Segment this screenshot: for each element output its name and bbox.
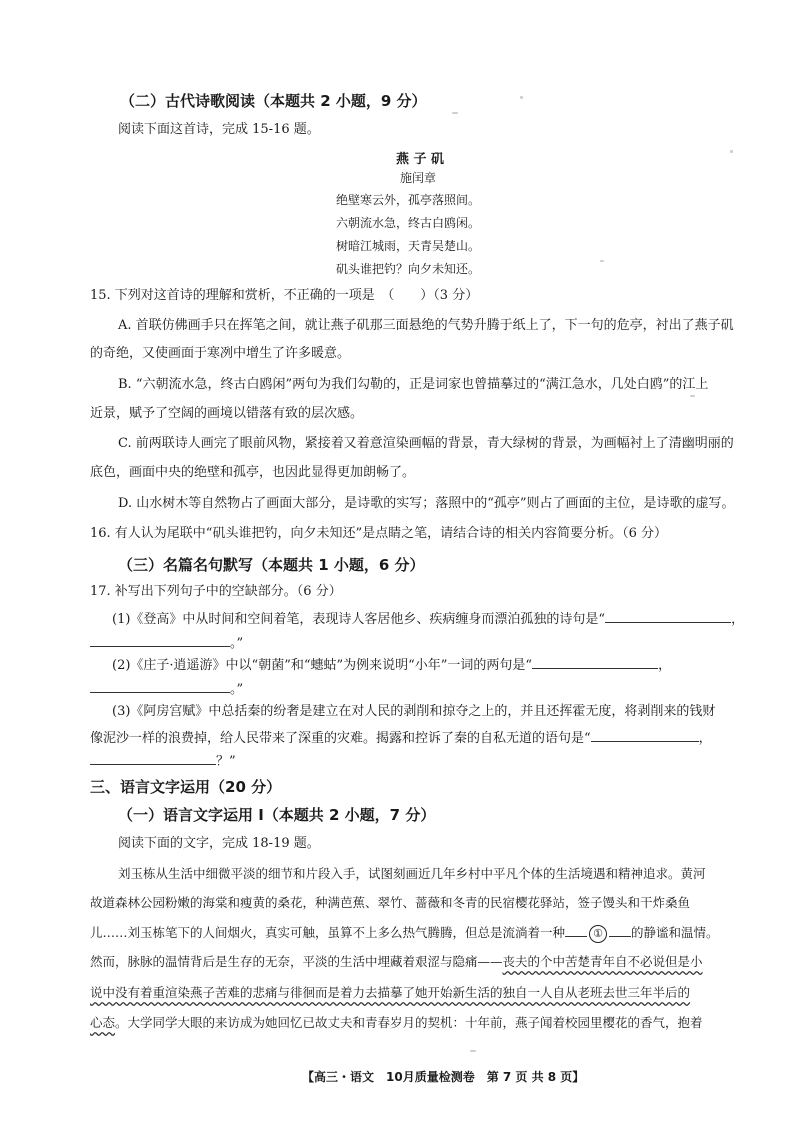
option-a-line: 的奇绝，又使画面于寒冽中增生了许多暖意。 [90,346,351,361]
scan-speck [520,96,523,99]
answer-blank[interactable] [90,678,230,693]
question-17-part-2-cont [90,678,243,700]
question-17-part-2 [112,654,671,676]
option-b-line: B. “六朝流水急，终古白鸥闲”两句为我们勾勒的，正是词家也曾描摹过的“满江急水，几处白鸥”的江上 [118,377,709,392]
passage-text: 然而，脉脉的温情背后是生存的无奈，平淡的生活中埋藏着艰涩与隐痛—— [90,954,503,969]
poem-line: 矶头谁把钓？向夕未知还。 [336,262,481,276]
punctuation: ， [731,612,745,627]
question-17-part-3-cont [90,727,712,749]
option-c-line: C. 前两联诗人画完了眼前风物，紧接着又着意渲染画幅的背景，青大绿树的背景，为画幅衬上了清幽明丽的 [118,436,734,451]
prompt-text: (1)《登高》中从时间和空间着笔，表现诗人客居他乡、疾病缠身而漂泊孤独的诗句是“ [112,612,606,627]
question-17-part-3-end [90,750,236,772]
punctuation: ？” [216,754,236,769]
instruction-text: 阅读下面的文字，完成 18-19 题。 [118,836,320,851]
part-heading: 三、语言文字运用（20 分） [90,778,282,796]
section-heading: （三）名篇名句默写（本题共 1 小题，6 分） [118,556,425,574]
punctuation: ， [658,658,672,673]
question-17-stem: 17. 补写出下列句子中的空缺部分。（6 分） [90,584,342,599]
punctuation: 。” [230,682,244,697]
scan-speck [690,395,695,397]
scan-speck [730,150,733,153]
passage-line: 刘玉栋从生活中细微平淡的细节和片段入手，试图刻画近几年乡村中平凡个体的生活境遇和精神追求。黄河 [118,866,706,881]
punctuation: ， [698,731,712,746]
passage-line [90,1013,703,1033]
passage-text: 。大学同学大眼的来访成为她回忆已故丈夫和青春岁月的契机：十年前，燕子闻着校园里樱花的香气，抱着 [115,1015,703,1030]
question-15-stem: 15. 下列对这首诗的理解和赏析，不正确的一项是 （ ）（3 分） [90,288,479,303]
option-d-line: D. 山水树木等自然物占了画面大部分，是诗歌的实写；落照中的“孤亭”则占了画面的主位，是诗歌的虚写。 [118,496,735,511]
passage-text: 的静谧和温情。 [631,925,719,940]
answer-blank[interactable] [605,608,731,623]
scan-speck [452,112,458,114]
answer-blank[interactable] [591,727,699,742]
passage-line [90,952,703,972]
scan-speck [470,1050,476,1052]
option-c-line: 底色，画面中央的绝壁和孤亭，也因此显得更加朗畅了。 [90,465,416,480]
option-a-line: A. 首联仿佛画手只在挥笔之间，就让燕子矶那三面悬绝的气势升腾于纸上了，下一句的危亭，衬出了燕子矶 [118,318,734,333]
question-16: 16. 有人认为尾联中“矶头谁把钓，向夕未知还”是点睛之笔，请结合诗的相关内容简要分析。（6 分） [90,526,668,541]
subsection-heading: （一）语言文字运用 Ⅰ（本题共 2 小题，7 分） [118,806,436,824]
underlined-passage: 说中没有着重渲染燕子苦难的悲痛与徘徊而是着力去描摹了她开始新生活的独自一人自从老班去世三年半后的 [90,985,691,1000]
punctuation: 。” [230,636,244,651]
prompt-text: (2)《庄子·逍遥游》中以“朝菌”和“蟪蛄”为例来说明“小年”一词的两句是“ [112,658,533,673]
prompt-text: 像泥沙一样的浪费掉，给人民带来了深重的灾难。揭露和控诉了秦的自私无道的语句是“ [90,731,591,746]
option-b-line: 近景，赋予了空阔的画境以错落有致的层次感。 [90,406,364,421]
underlined-passage: 丧夫的个中苦楚青年自不必说但是小 [502,954,703,969]
answer-blank[interactable] [609,922,631,937]
passage-text: 儿……刘玉栋笔下的人间烟火，真实可触，虽算不上多么热气腾腾，但总是流淌着一种 [90,925,566,940]
underlined-passage: 心态 [90,1015,116,1030]
blank-marker: ① [589,925,607,943]
passage-line: 故道森林公园粉嫩的海棠和瘦黄的桑花，种满芭蕉、翠竹、蔷薇和冬青的民宿樱花驿站，签子馒头和干炸桑鱼 [90,895,691,910]
page-footer: 【高三・语文 10月质量检测卷 第 7 页 共 8 页】 [302,1070,585,1084]
poem-line: 六朝流水急，终古白鸥闲。 [336,216,481,230]
question-17-part-1 [112,608,744,630]
instruction-text: 阅读下面这首诗，完成 15-16 题。 [118,122,320,137]
poem-title: 燕 子 矶 [396,152,445,167]
answer-blank[interactable] [90,632,230,647]
passage-line [90,922,719,943]
poem-line: 树暗江城雨，天青吴楚山。 [336,239,481,253]
section-heading: （二）古代诗歌阅读（本题共 2 小题，9 分） [120,92,427,110]
question-17-part-3: (3)《阿房宫赋》中总括秦的纷奢是建立在对人民的剥削和掠夺之上的，并且还挥霍无度，将剥削来的钱财 [112,704,716,719]
answer-blank[interactable] [90,750,216,765]
scan-speck [600,260,604,262]
poem-line: 绝壁寒云外，孤亭落照间。 [336,193,481,207]
answer-blank[interactable] [565,922,587,937]
answer-blank[interactable] [532,654,658,669]
poem-author: 施闰章 [400,171,437,185]
question-17-part-1-cont [90,632,243,654]
